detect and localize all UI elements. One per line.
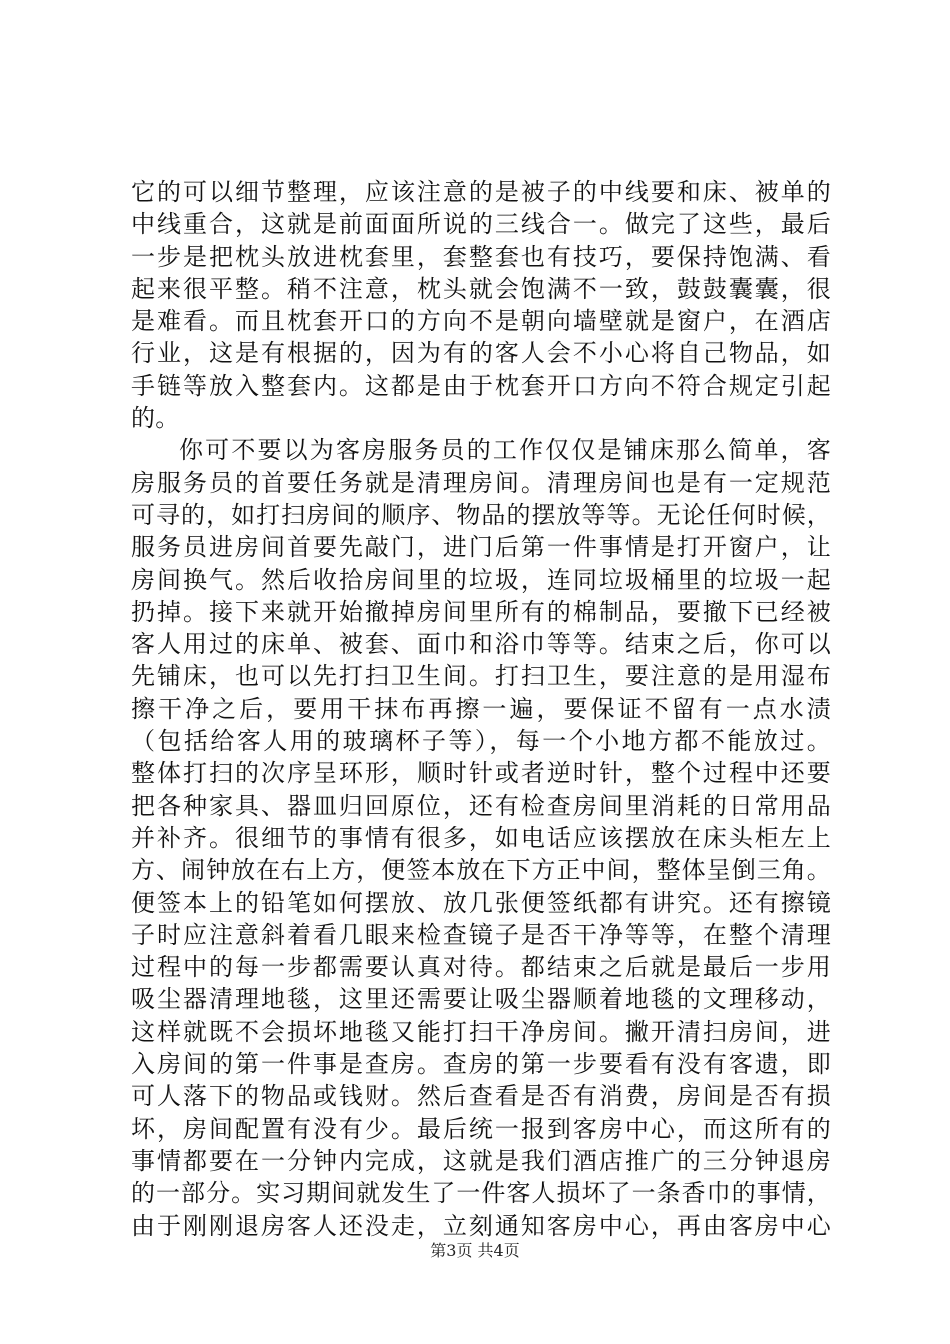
text-line: 整体打扫的次序呈环形，顺时针或者逆时针，整个过程中还要	[131, 759, 831, 788]
text-line: 方、闹钟放在右上方，便签本放在下方正中间，整体呈倒三角。	[131, 856, 831, 885]
text-line: 行业，这是有根据的，因为有的客人会不小心将自己物品，如	[131, 339, 831, 368]
text-line: 把各种家具、器皿归回原位，还有检查房间里消耗的日常用品	[131, 791, 831, 820]
page-footer	[0, 1240, 950, 1262]
text-line: 先铺床，也可以先打扫卫生间。打扫卫生，要注意的是用湿布	[131, 662, 831, 691]
text-line: （包括给客人用的玻璃杯子等），每一个小地方都不能放过。	[131, 727, 831, 756]
text-line: 入房间的第一件事是查房。查房的第一步要看有没有客遗，即	[131, 1050, 831, 1079]
text-line: 手链等放入整套内。这都是由于枕套开口方向不符合规定引起	[131, 371, 831, 400]
text-line: 是难看。而且枕套开口的方向不是朝向墙壁就是窗户，在酒店	[131, 307, 831, 336]
text-line: 中线重合，这就是前面面所说的三线合一。做完了这些，最后	[131, 210, 831, 239]
text-line: 事情都要在一分钟内完成，这就是我们酒店推广的三分钟退房	[131, 1146, 831, 1175]
text-line: 由于刚刚退房客人还没走，立刻通知客房中心，再由客房中心	[131, 1211, 831, 1240]
text-line: 它的可以细节整理，应该注意的是被子的中线要和床、被单的	[131, 178, 831, 206]
text-line: 的一部分。实习期间就发生了一件客人损坏了一条香巾的事情，	[131, 1179, 831, 1208]
page-number: 第3页 共4页	[430, 1241, 520, 1260]
text-line: 可寻的，如打扫房间的顺序、物品的摆放等等。无论任何时候，	[131, 500, 831, 529]
text-line: 的。	[131, 404, 180, 433]
text-line: 并补齐。很细节的事情有很多，如电话应该摆放在床头柜左上	[131, 823, 831, 852]
text-line: 房间换气。然后收拾房间里的垃圾，连同垃圾桶里的垃圾一起	[131, 565, 831, 594]
text-line: 子时应注意斜着看几眼来检查镜子是否干净等等，在整个清理	[131, 920, 831, 949]
text-line: 客人用过的床单、被套、面巾和浴巾等等。结束之后，你可以	[131, 630, 831, 659]
text-line: 起来很平整。稍不注意，枕头就会饱满不一致，鼓鼓囊囊，很	[131, 274, 831, 303]
text-line: 服务员进房间首要先敲门，进门后第一件事情是打开窗户，让	[131, 533, 831, 562]
paragraph-first-line: 你可不要以为客房服务员的工作仅仅是铺床那么简单，客	[179, 436, 831, 465]
text-line: 一步是把枕头放进枕套里，套整套也有技巧，要保持饱满、看	[131, 242, 831, 271]
text-line: 扔掉。接下来就开始撤掉房间里所有的棉制品，要撤下已经被	[131, 597, 831, 626]
body-text	[131, 176, 831, 1242]
text-line: 坏，房间配置有没有少。最后统一报到客房中心，而这所有的	[131, 1114, 831, 1143]
text-line: 过程中的每一步都需要认真对待。都结束之后就是最后一步用	[131, 953, 831, 982]
text-line: 便签本上的铅笔如何摆放、放几张便签纸都有讲究。还有擦镜	[131, 888, 831, 917]
text-line: 擦干净之后，要用干抹布再擦一遍，要保证不留有一点水渍	[131, 694, 831, 723]
text-line: 房服务员的首要任务就是清理房间。清理房间也是有一定规范	[131, 468, 831, 497]
text-line: 这样就既不会损坏地毯又能打扫干净房间。撇开清扫房间，进	[131, 1017, 831, 1046]
text-line: 可人落下的物品或钱财。然后查看是否有消费，房间是否有损	[131, 1082, 831, 1111]
text-line: 吸尘器清理地毯，这里还需要让吸尘器顺着地毯的文理移动，	[131, 985, 831, 1014]
